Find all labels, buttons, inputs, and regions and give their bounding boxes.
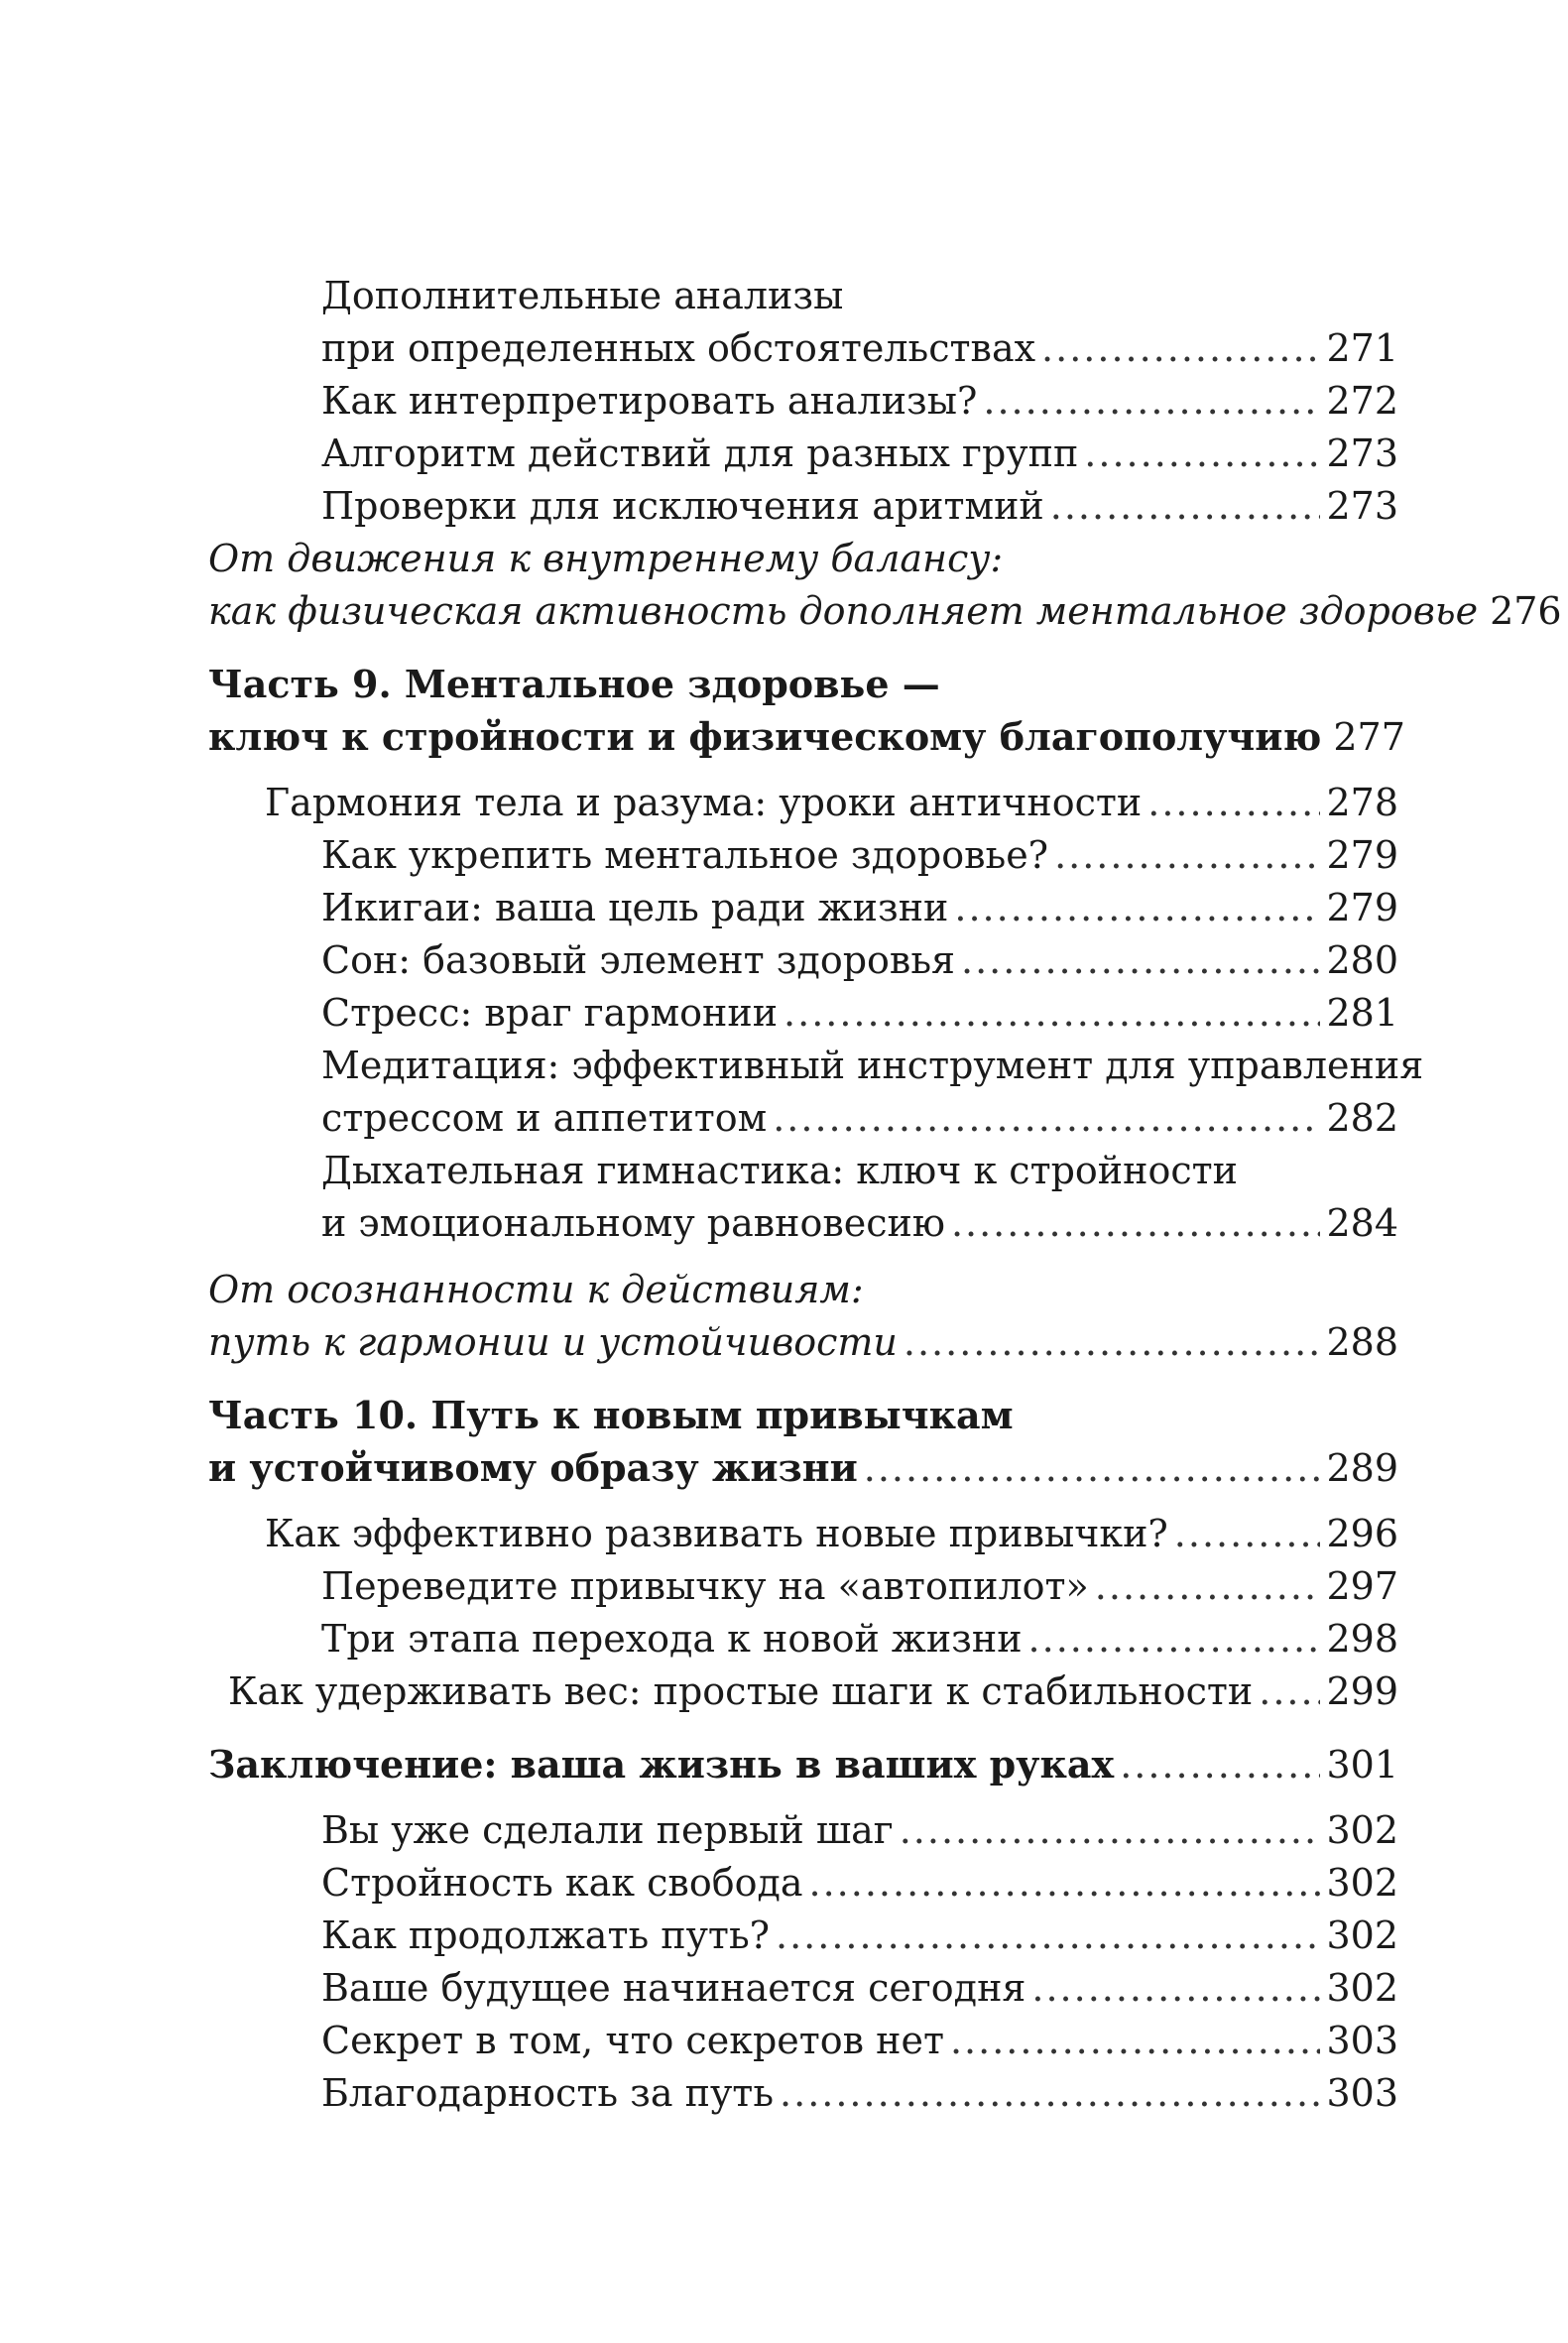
page-number: 279 xyxy=(1326,886,1398,929)
toc-entry-title: Три этапа перехода к новой жизни xyxy=(321,1617,1023,1661)
toc-entry-title: Гармония тела и разума: уроки античности xyxy=(265,781,1143,824)
page-number: 272 xyxy=(1326,379,1398,423)
page-number: 302 xyxy=(1326,1808,1398,1852)
page-number: 298 xyxy=(1326,1617,1398,1661)
toc-entry[interactable] xyxy=(208,1560,1398,1613)
page-number: 280 xyxy=(1326,938,1398,982)
page-number: 296 xyxy=(1326,1512,1398,1555)
leader-dots xyxy=(773,1092,1320,1145)
toc-entry-title: Стресс: враг гармонии xyxy=(321,991,779,1035)
page-number: 273 xyxy=(1326,484,1398,528)
page-number: 301 xyxy=(1326,1743,1398,1787)
toc-entry[interactable] xyxy=(208,987,1398,1040)
leader-dots xyxy=(784,987,1320,1040)
toc-entry[interactable] xyxy=(208,1910,1398,1962)
toc-entry-title: Секрет в том, что секретов нет xyxy=(321,2019,944,2062)
page-number: 281 xyxy=(1326,991,1398,1035)
leader-dots xyxy=(776,1910,1320,1962)
leader-dots xyxy=(1050,480,1321,533)
toc-entry-section-summary[interactable] xyxy=(208,533,1562,638)
toc-entry-title-line1: Дополнительные анализы xyxy=(321,274,844,317)
toc-entry-title: Заключение: ваша жизнь в ваших руках xyxy=(208,1742,1115,1787)
page-number: 273 xyxy=(1326,432,1398,475)
leader-dots xyxy=(1031,1962,1320,2015)
page-number: 302 xyxy=(1326,1861,1398,1905)
toc-entry-title-line2: при определенных обстоятельствах xyxy=(321,326,1036,370)
page-number: 302 xyxy=(1326,1913,1398,1957)
toc-entry-title: Стройность как свобода xyxy=(321,1861,803,1905)
toc-entry[interactable] xyxy=(208,1613,1398,1665)
page-number: 299 xyxy=(1326,1669,1398,1713)
leader-dots xyxy=(1147,777,1320,829)
page-number: 289 xyxy=(1326,1446,1398,1490)
toc-entry[interactable] xyxy=(208,882,1398,934)
leader-dots xyxy=(1028,1613,1321,1665)
leader-dots xyxy=(1174,1508,1321,1560)
toc-entry-title-line2: ключ к стройности и физическому благополучию xyxy=(208,714,1322,759)
toc-entry-title: Как интерпретировать анализы? xyxy=(321,379,978,423)
leader-dots xyxy=(1084,428,1320,480)
leader-dots xyxy=(904,1316,1321,1369)
toc-entry[interactable] xyxy=(208,2067,1398,2120)
toc-entry[interactable] xyxy=(208,2015,1398,2067)
table-of-contents xyxy=(208,270,1562,2120)
toc-entry-title-line1: От движения к внутреннему балансу: xyxy=(208,537,1004,580)
toc-entry-section-summary[interactable] xyxy=(208,1264,1398,1369)
toc-entry-title: Как укрепить ментальное здоровье? xyxy=(321,833,1049,877)
toc-entry-part[interactable] xyxy=(208,1389,1398,1494)
leader-dots xyxy=(864,1442,1321,1495)
toc-entry[interactable] xyxy=(208,1962,1398,2015)
toc-entry-title: Проверки для исключения аритмий xyxy=(321,484,1044,528)
page-number: 288 xyxy=(1326,1320,1398,1364)
page-number: 278 xyxy=(1326,781,1398,824)
leader-dots xyxy=(1054,829,1320,882)
toc-entry-part[interactable] xyxy=(208,1738,1398,1790)
toc-entry-title: Сон: базовый элемент здоровья xyxy=(321,938,955,982)
leader-dots xyxy=(951,1197,1321,1250)
page-number: 277 xyxy=(1333,715,1405,759)
leader-dots xyxy=(1041,322,1320,375)
toc-entry-title: Вы уже сделали первый шаг xyxy=(321,1808,894,1852)
toc-entry-title-line1: Часть 9. Ментальное здоровье — xyxy=(208,662,940,706)
toc-entry[interactable] xyxy=(208,1145,1398,1250)
leader-dots xyxy=(961,934,1320,987)
toc-entry[interactable] xyxy=(208,1508,1398,1560)
page-number: 302 xyxy=(1326,1966,1398,2010)
toc-entry-title-line1: От осознанности к действиям: xyxy=(208,1268,864,1311)
toc-entry-title: Как удерживать вес: простые шаги к стабильности xyxy=(228,1669,1254,1713)
toc-entry-title-line2: как физическая активность дополняет ментальное здоровье xyxy=(208,589,1479,633)
page-number: 279 xyxy=(1326,833,1398,877)
toc-entry[interactable] xyxy=(208,829,1398,882)
leader-dots xyxy=(954,882,1320,934)
toc-entry[interactable] xyxy=(208,375,1398,428)
leader-dots xyxy=(900,1804,1321,1857)
page-number: 282 xyxy=(1326,1096,1398,1140)
page-number: 271 xyxy=(1326,326,1398,370)
toc-entry[interactable] xyxy=(208,777,1398,829)
toc-entry[interactable] xyxy=(208,934,1398,987)
toc-entry[interactable] xyxy=(208,1040,1424,1145)
toc-entry[interactable] xyxy=(208,480,1398,533)
toc-entry-title-line2: и эмоциональному равновесию xyxy=(321,1201,945,1245)
toc-entry-title: Икигаи: ваша цель ради жизни xyxy=(321,886,949,929)
page-number: 276 xyxy=(1490,589,1562,633)
leader-dots xyxy=(1120,1739,1320,1791)
leader-dots xyxy=(780,2067,1320,2120)
toc-entry-title: Благодарность за путь xyxy=(321,2071,775,2115)
toc-entry-title: Алгоритм действий для разных групп xyxy=(321,432,1079,475)
page-number: 303 xyxy=(1326,2019,1398,2062)
toc-entry-title: Ваше будущее начинается сегодня xyxy=(321,1966,1026,2010)
toc-entry-title-line1: Дыхательная гимнастика: ключ к стройности xyxy=(321,1149,1238,1192)
toc-entry-title: Как эффективно развивать новые привычки? xyxy=(265,1512,1168,1555)
page-number: 297 xyxy=(1326,1564,1398,1608)
leader-dots xyxy=(983,375,1320,428)
leader-dots xyxy=(809,1857,1321,1910)
leader-dots xyxy=(1095,1560,1321,1613)
toc-entry[interactable] xyxy=(208,428,1398,480)
toc-entry-title: Как продолжать путь? xyxy=(321,1913,771,1957)
toc-entry-title-line1: Часть 10. Путь к новым привычкам xyxy=(208,1393,1014,1437)
leader-dots xyxy=(950,2015,1321,2067)
toc-entry-title-line2: стрессом и аппетитом xyxy=(321,1096,768,1140)
toc-entry[interactable] xyxy=(208,1665,1398,1718)
page-number: 284 xyxy=(1326,1201,1398,1245)
toc-entry[interactable] xyxy=(208,1857,1398,1910)
toc-entry-title-line1: Медитация: эффективный инструмент для управления xyxy=(321,1044,1424,1087)
toc-entry-title-line2: и устойчивому образу жизни xyxy=(208,1445,858,1490)
toc-entry-title: Переведите привычку на «автопилот» xyxy=(321,1564,1089,1608)
page-number: 303 xyxy=(1326,2071,1398,2115)
toc-entry[interactable] xyxy=(208,270,1398,375)
toc-entry-part[interactable] xyxy=(208,658,1405,763)
leader-dots xyxy=(1259,1665,1320,1718)
toc-entry[interactable] xyxy=(208,1804,1398,1857)
toc-entry-title-line2: путь к гармонии и устойчивости xyxy=(208,1320,898,1364)
